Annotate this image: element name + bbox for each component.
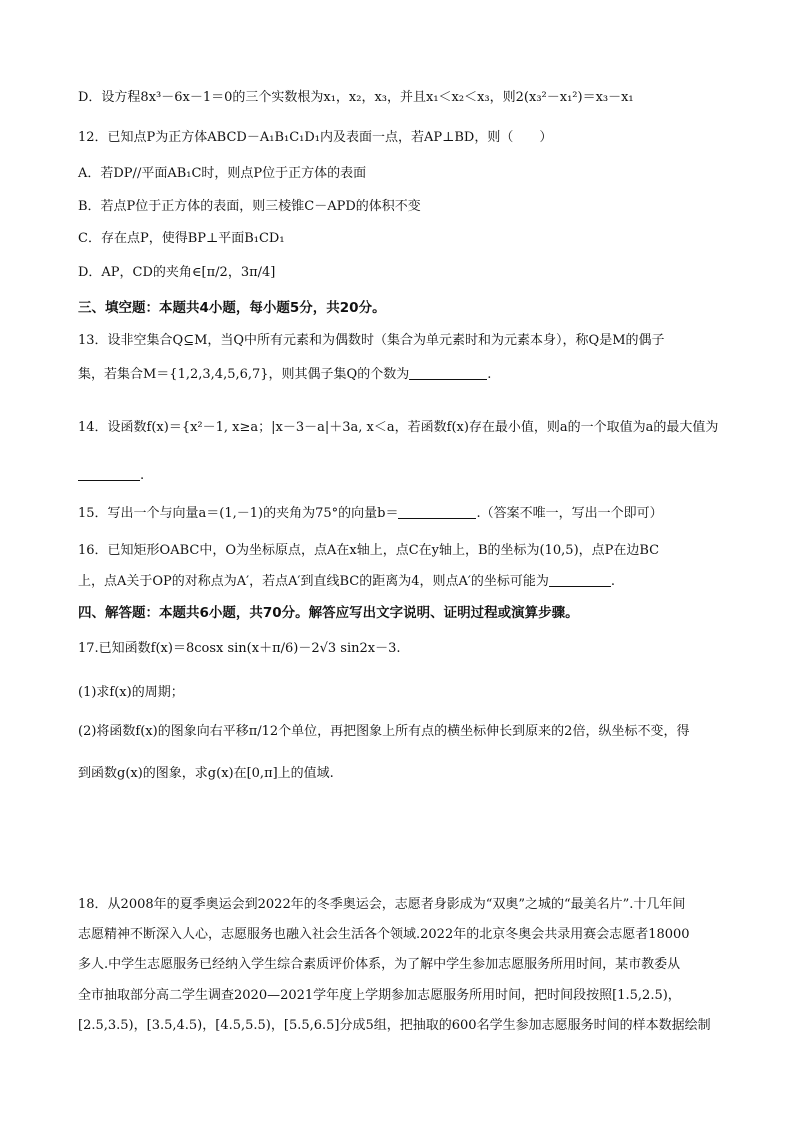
question-12: 12．已知点P为正方体ABCD－A₁B₁C₁D₁内及表面一点，若AP⊥BD，则（ ） (78, 130, 553, 145)
question-15 (78, 504, 663, 524)
question-12-option-a: A．若DP//平面AB₁C时，则点P位于正方体的表面 (78, 166, 367, 181)
answer-blank-14[interactable] (78, 466, 140, 481)
section-4-heading: 四、解答题：本题共6小题，共70分。解答应写出文字说明、证明过程或演算步骤。 (78, 605, 579, 621)
section-3-heading: 三、填空题：本题共4小题，每小题5分，共20分。 (78, 300, 386, 316)
question-12-option-b: B．若点P位于正方体的表面，则三棱锥C－APD的体积不变 (78, 199, 421, 214)
question-14-line-1: 14．设函数f(x)＝{x²－1, x≥a；|x－3－a|＋3a, x＜a，若函数f(x)存在最小值，则a的一个取值为a的最大值为 (78, 420, 719, 435)
question-16-text: 上，点A关于OP的对称点为A′，若点A′到直线BC的距离为4，则点A′的坐标可能为 (78, 574, 549, 589)
question-17-part-1: (1)求f(x)的周期； (78, 685, 184, 700)
answer-blank-13[interactable] (409, 365, 487, 380)
question-15-tail: .（答案不唯一，写出一个即可） (476, 506, 663, 521)
question-13-text: 集，若集合M＝{1,2,3,4,5,6,7}，则其偶子集Q的个数为 (78, 367, 410, 382)
question-14-line-2: . (78, 466, 144, 486)
question-16-line-1: 16．已知矩形OABC中，O为坐标原点，点A在x轴上，点C在y轴上，B的坐标为(10,5)，点P在边BC (78, 543, 660, 558)
answer-blank-16[interactable] (549, 572, 611, 587)
question-15-text: 15．写出一个与向量a＝(1,－1)的夹角为75°的向量b＝ (78, 506, 399, 521)
question-18-line-3: 多人.中学生志愿服务已经纳入学生综合素质评价体系，为了解中学生参加志愿服务所用时间，某市教委从 (78, 957, 681, 972)
question-18-line-4: 全市抽取部分高二学生调查2020—2021学年度上学期参加志愿服务所用时间，把时间段按照[1.5,2.5)， (78, 988, 681, 1003)
question-18-line-5: [2.5,3.5)，[3.5,4.5)，[4.5,5.5)，[5.5,6.5]分成5组，把抽取的600名学生参加志愿服务时间的样本数据绘制 (78, 1018, 711, 1033)
question-17: 17.已知函数f(x)＝8cosx sin(x＋π/6)－2√3 sin2x－3. (78, 641, 401, 656)
question-12-option-d: D．AP，CD的夹角∈[π/2，3π/4] (78, 265, 276, 280)
question-18-line-1: 18．从2008年的夏季奥运会到2022年的冬季奥运会，志愿者身影成为“双奥”之城的“最美名片”.十几年间 (78, 897, 686, 912)
question-13-line-1: 13．设非空集合Q⊆M，当Q中所有元素和为偶数时（集合为单元素时和为元素本身），称Q是M的偶子 (78, 333, 665, 348)
question-16-line-2: 上，点A关于OP的对称点为A′，若点A′到直线BC的距离为4，则点A′的坐标可能为 . (78, 574, 615, 589)
question-17-part-2-line-2: 到函数g(x)的图象，求g(x)在[0,π]上的值域. (78, 766, 334, 781)
option-11d: D．设方程8x³－6x－1＝0的三个实数根为x₁，x₂，x₃，并且x₁＜x₂＜x₃，则2(x₃²－x₁²)＝x₃－x₁ (78, 90, 634, 105)
question-18-line-2: 志愿精神不断深入人心，志愿服务也融入社会生活各个领域.2022年的北京冬奥会共录用赛会志愿者18000 (78, 927, 690, 942)
question-13-line-2: 集，若集合M＝{1,2,3,4,5,6,7}，则其偶子集Q的个数为 . (78, 367, 492, 382)
question-12-option-c: C．存在点P，使得BP⊥平面B₁CD₁ (78, 231, 285, 246)
answer-blank-15[interactable] (398, 504, 476, 519)
question-17-part-2-line-1: (2)将函数f(x)的图象向右平移π/12个单位，再把图象上所有点的横坐标伸长到原来的2倍，纵坐标不变，得 (78, 724, 690, 739)
